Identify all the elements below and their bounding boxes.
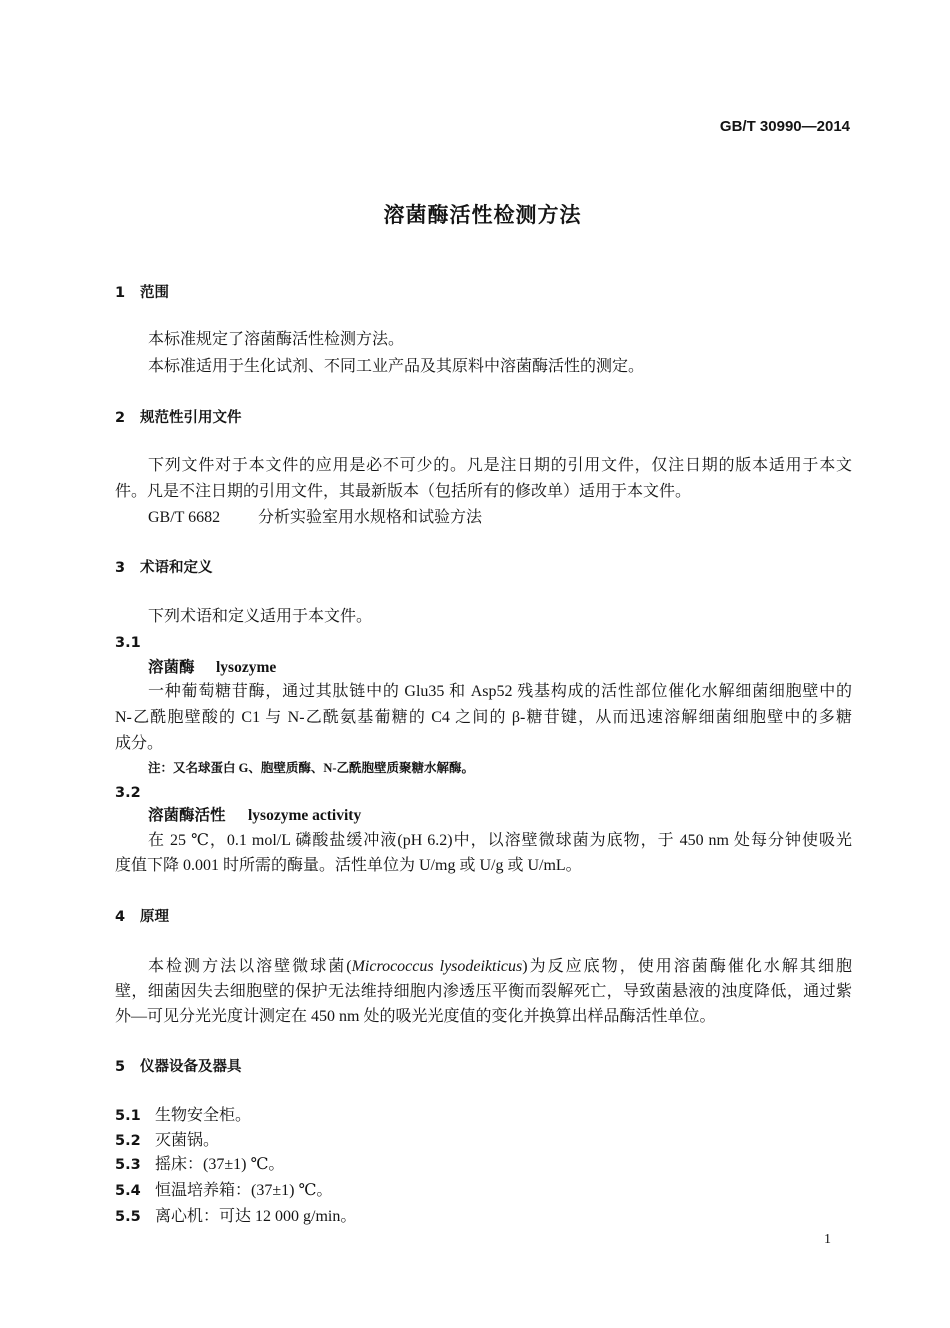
list-item bbox=[0, 1206, 900, 1228]
paragraph-line: 下列术语和定义适用于本文件。 bbox=[148, 608, 373, 625]
section-number: 2 bbox=[115, 410, 126, 426]
list-item bbox=[0, 1130, 900, 1152]
item-text: 摇床：(37±1) ℃。 bbox=[155, 1156, 285, 1173]
term-chinese: 溶菌酶活性 bbox=[148, 807, 226, 824]
definition-line: N-乙酰胞壁酸的 C1 与 N-乙酰氨基葡糖的 C4 之间的 β-糖苷键，从而迅速溶解细菌细胞壁中的多糖 bbox=[115, 709, 852, 726]
item-number: 5.2 bbox=[115, 1133, 141, 1149]
item-text: 灭菌锅。 bbox=[155, 1132, 220, 1149]
section-2-heading bbox=[0, 407, 900, 429]
paragraph-line bbox=[148, 956, 852, 978]
paragraph-line: 本标准适用于生化试剂、不同工业产品及其原料中溶菌酶活性的测定。 bbox=[148, 358, 645, 375]
term-english: lysozyme activity bbox=[248, 807, 362, 824]
section-number: 3 bbox=[115, 560, 126, 576]
list-item bbox=[0, 1180, 900, 1202]
section-title: 术语和定义 bbox=[140, 560, 213, 576]
definition-line: 度值下降 0.001 时所需的酶量。活性单位为 U/mg 或 U/g 或 U/mL。 bbox=[115, 857, 582, 874]
item-number: 5.5 bbox=[115, 1209, 141, 1225]
section-title: 范围 bbox=[140, 285, 169, 301]
paragraph-line: 外—可见分光光度计测定在 450 nm 处的吸光光度值的变化并换算出样品酶活性单位。 bbox=[115, 1008, 716, 1025]
section-5-heading bbox=[0, 1056, 900, 1078]
text-segment: 本检测方法以溶壁微球菌( bbox=[148, 958, 352, 975]
item-text: 离心机：可达 12 000 g/min。 bbox=[155, 1208, 357, 1225]
section-title: 规范性引用文件 bbox=[140, 410, 242, 426]
item-number: 5.3 bbox=[115, 1157, 141, 1173]
paragraph-line: 壁，细菌因失去细胞壁的保护无法维持细胞内渗透压平衡而裂解死亡，导致菌悬液的浊度降低，通过紫 bbox=[115, 983, 852, 1000]
text-segment: )为反应底物，使用溶菌酶催化水解其细胞 bbox=[522, 958, 852, 975]
paragraph-line: 件。凡是不注日期的引用文件，其最新版本（包括所有的修改单）适用于本文件。 bbox=[115, 483, 692, 500]
section-1-heading bbox=[0, 282, 900, 304]
page-number: 1 bbox=[824, 1232, 831, 1247]
term-chinese: 溶菌酶 bbox=[148, 659, 195, 676]
definition-line: 一种葡萄糖苷酶，通过其肽链中的 Glu35 和 Asp52 残基构成的活性部位催化水解细菌细胞壁中的 bbox=[148, 683, 852, 700]
item-text: 恒温培养箱：(37±1) ℃。 bbox=[155, 1182, 333, 1199]
normative-reference-title: 分析实验室用水规格和试验方法 bbox=[258, 509, 483, 526]
item-number: 5.4 bbox=[115, 1183, 141, 1199]
paragraph-line: 下列文件对于本文件的应用是必不可少的。凡是注日期的引用文件，仅注日期的版本适用于本文 bbox=[148, 457, 852, 474]
term-note: 注：又名球蛋白 G、胞壁质酶、N-乙酰胞壁质聚糖水解酶。 bbox=[148, 761, 475, 775]
term-english: lysozyme bbox=[216, 659, 277, 676]
section-number: 1 bbox=[115, 285, 126, 301]
list-item bbox=[0, 1105, 900, 1127]
section-4-heading bbox=[0, 906, 900, 928]
item-number: 5.1 bbox=[115, 1108, 141, 1124]
paragraph-line: 本标准规定了溶菌酶活性检测方法。 bbox=[148, 331, 405, 348]
section-3-heading bbox=[0, 557, 900, 579]
list-item bbox=[0, 1154, 900, 1176]
term-number: 3.2 bbox=[115, 785, 141, 801]
normative-reference-code: GB/T 6682 bbox=[148, 509, 221, 526]
section-title: 原理 bbox=[140, 909, 169, 925]
section-number: 5 bbox=[115, 1059, 126, 1075]
term-number: 3.1 bbox=[115, 635, 141, 651]
species-name-italic: Micrococcus lysodeikticus bbox=[351, 958, 523, 975]
definition-line: 成分。 bbox=[115, 735, 164, 752]
page-title: 溶菌酶活性检测方法 bbox=[383, 203, 582, 227]
section-number: 4 bbox=[115, 909, 126, 925]
section-title: 仪器设备及器具 bbox=[140, 1059, 242, 1075]
definition-line: 在 25 ℃，0.1 mol/L 磷酸盐缓冲液(pH 6.2)中，以溶壁微球菌为底物，于 450 nm 处每分钟使吸光 bbox=[148, 832, 852, 849]
standard-code-header: GB/T 30990—2014 bbox=[719, 118, 850, 135]
item-text: 生物安全柜。 bbox=[155, 1107, 252, 1124]
